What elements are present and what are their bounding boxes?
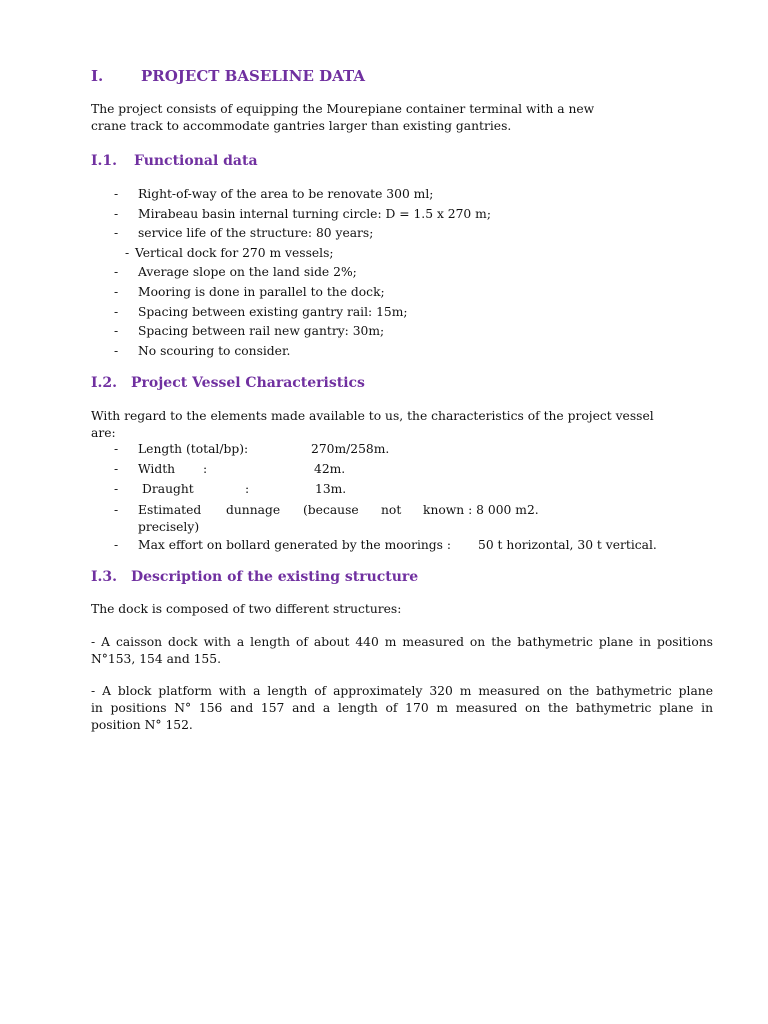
vessel-length-label: Length (total/bp): bbox=[138, 442, 249, 456]
section-title: PROJECT BASELINE DATA bbox=[141, 67, 365, 85]
paragraph-line: - A caisson dock with a length of about 440 m measured on the bathymetric plane in positions bbox=[91, 635, 713, 649]
paragraph-line: crane track to accommodate gantries larger than existing gantries. bbox=[91, 119, 512, 133]
bullet-dash: - bbox=[114, 343, 119, 358]
vessel-draught-label: Draught bbox=[142, 482, 194, 496]
paragraph-line: The dock is composed of two different structures: bbox=[91, 602, 402, 616]
list-item-text: service life of the structure: 80 years; bbox=[138, 226, 374, 241]
list-item-text: Right-of-way of the area to be renovate 300 ml; bbox=[138, 187, 434, 201]
block-platform-paragraph bbox=[91, 683, 713, 734]
dunnage-word: precisely) bbox=[138, 520, 200, 534]
structure-intro-paragraph bbox=[91, 601, 713, 618]
dunnage-value: known : 8 000 m2. bbox=[423, 503, 539, 517]
list-item bbox=[114, 244, 491, 264]
bollard-effort-label: Max effort on bollard generated by the moorings : bbox=[138, 538, 452, 552]
bullet-dash: - bbox=[114, 206, 119, 221]
list-item bbox=[114, 263, 491, 283]
dunnage-word: (because bbox=[303, 503, 359, 517]
project-intro-paragraph bbox=[91, 101, 713, 135]
list-item bbox=[114, 224, 491, 244]
bullet-dash: - bbox=[114, 187, 119, 201]
vessel-width-separator: : bbox=[203, 462, 208, 476]
vessel-draught-separator: : bbox=[245, 482, 250, 496]
paragraph-line: position N° 152. bbox=[91, 718, 193, 732]
paragraph-line: N°153, 154 and 155. bbox=[91, 652, 221, 666]
list-item bbox=[114, 303, 491, 323]
list-item bbox=[114, 322, 491, 342]
section-title: Description of the existing structure bbox=[131, 569, 419, 585]
paragraph-line: - A block platform with a length of approximately 320 m measured on the bathymetric plane bbox=[91, 684, 713, 698]
list-item bbox=[114, 185, 491, 205]
list-item-text: Mooring is done in parallel to the dock; bbox=[138, 284, 385, 299]
list-item bbox=[114, 205, 491, 225]
list-item-text: Average slope on the land side 2%; bbox=[138, 265, 357, 280]
vessel-length-value: 270m/258m. bbox=[311, 442, 390, 456]
bullet-dash: - bbox=[114, 538, 119, 552]
list-item bbox=[114, 283, 491, 303]
paragraph-line: in positions N° 156 and 157 and a length of 170 m measured on the bathymetric plane in bbox=[91, 701, 713, 715]
bullet-dash: - bbox=[114, 503, 119, 517]
dunnage-word: not bbox=[381, 503, 402, 517]
vessel-width-value: 42m. bbox=[314, 462, 346, 476]
bullet-dash: - bbox=[114, 265, 119, 280]
paragraph-line: The project consists of equipping the Mourepiane container terminal with a new bbox=[91, 102, 595, 116]
section-number: I.3. bbox=[91, 569, 118, 585]
section-title: Project Vessel Characteristics bbox=[131, 375, 365, 391]
list-item-text: No scouring to consider. bbox=[138, 343, 291, 358]
section-number: I.2. bbox=[91, 375, 118, 391]
list-item-text: Spacing between existing gantry rail: 15m; bbox=[138, 304, 408, 319]
section-heading-project-baseline-data bbox=[91, 67, 365, 85]
functional-data-list bbox=[114, 185, 491, 361]
list-item-text: Vertical dock for 270 m vessels; bbox=[135, 245, 334, 260]
bullet-dash: - bbox=[114, 462, 119, 476]
dunnage-word: dunnage bbox=[226, 503, 281, 517]
bullet-dash: - bbox=[114, 442, 119, 456]
list-item-text: Spacing between rail new gantry: 30m; bbox=[138, 324, 385, 339]
list-item-text: Mirabeau basin internal turning circle: D = 1.5 x 270 m; bbox=[138, 206, 491, 221]
vessel-intro-paragraph bbox=[91, 408, 713, 442]
vessel-width-label: Width bbox=[138, 462, 176, 476]
section-title: Functional data bbox=[134, 153, 258, 169]
vessel-draught-value: 13m. bbox=[315, 482, 347, 496]
bullet-dash: - bbox=[114, 324, 119, 339]
section-heading-project-vessel-characteristics bbox=[91, 375, 365, 391]
section-heading-functional-data bbox=[91, 153, 258, 169]
section-heading-existing-structure bbox=[91, 569, 418, 585]
bullet-dash: - bbox=[114, 304, 119, 319]
bullet-dash: - bbox=[114, 482, 119, 496]
dunnage-word: Estimated bbox=[138, 503, 202, 517]
paragraph-line: are: bbox=[91, 426, 116, 440]
bullet-dash: - bbox=[125, 245, 130, 260]
bullet-dash: - bbox=[114, 284, 119, 299]
bullet-dash: - bbox=[114, 226, 119, 241]
section-number: I. bbox=[91, 67, 104, 85]
bollard-effort-value: 50 t horizontal, 30 t vertical. bbox=[478, 538, 657, 552]
section-number: I.1. bbox=[91, 153, 118, 169]
list-item bbox=[114, 342, 491, 362]
caisson-dock-paragraph bbox=[91, 634, 713, 668]
paragraph-line: With regard to the elements made available to us, the characteristics of the project vessel bbox=[91, 409, 654, 423]
